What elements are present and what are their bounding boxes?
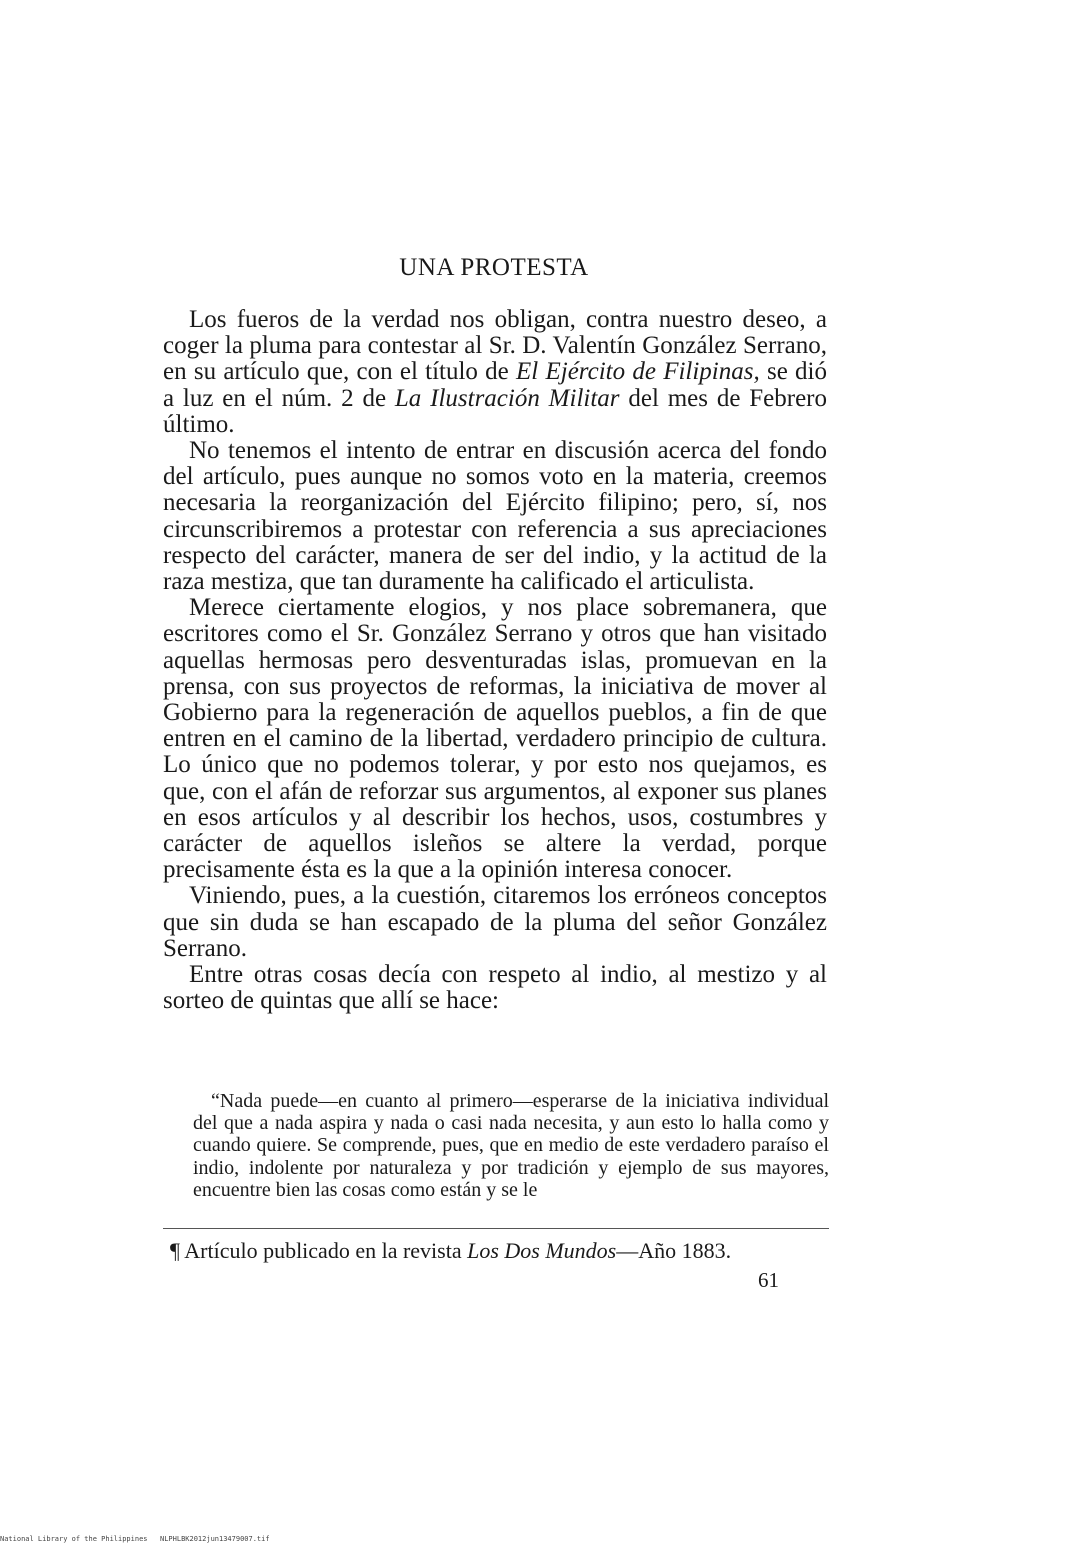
footnote-journal-title: Los Dos Mundos — [467, 1238, 617, 1263]
page-number: 61 — [758, 1268, 779, 1292]
paragraph-1-title-ilustracion: La Ilustración Militar — [394, 384, 620, 412]
scan-footer-library: National Library of the Philippines — [0, 1535, 148, 1543]
page-title: UNA PROTESTA — [399, 254, 589, 281]
footnote-mark: ¶ — [170, 1238, 180, 1263]
paragraph-4: Viniendo, pues, a la cuestión, citaremos los erróneos conceptos que sin duda se han escapado de la pluma del señor González Serrano. — [163, 882, 827, 962]
block-quote: “Nada puede—en cuanto al primero—esperarse de la iniciativa individual del que a nada aspira y nada o casi nada necesita, y aun esto lo halla como y cuando quiere. Se comprende, pues, que en medio de este verdadero paraíso el indio, indolente por naturaleza y por tradición y ejemplo de sus mayores, encuentre bien las cosas como están y se le — [193, 1090, 829, 1201]
paragraph-1-title-ejercito: El Ejército de Filipinas, — [516, 358, 760, 386]
paragraph-5: Entre otras cosas decía con respeto al indio, al mestizo y al sorteo de quintas que allí se hace: — [163, 961, 827, 1015]
footnote-text-c: —Año 1883. — [616, 1238, 732, 1263]
paragraph-3: Merece ciertamente elogios, y nos place sobremanera, que escritores como el Sr. González Serrano y otros que han visitado aquellas hermosas pero desventuradas islas, promuevan en la prensa, con sus proyectos de reformas, la iniciativa de mover al Gobierno para la regeneración de aquellos pueblos, a fin de que entren en el camino de la libertad, verdadero principio de cultura. Lo único que no podemos tolerar, y por esto nos quejamos, es que, con el afán de reforzar sus argumentos, al exponer sus planes en esos artículos y al describir los hechos, usos, costumbres y carácter de aquellos isleños se altere la verdad, porque precisamente ésta es la que a la opinión interesa conocer. — [163, 594, 827, 884]
paragraph-1-text-a: Los fueros de la verdad nos obligan, contra nuestro deseo, a coger la pluma para contestar al Sr. D. Valentín González Serrano, en su artículo que, con el título de — [163, 306, 827, 386]
paragraph-2: No tenemos el intento de entrar en discusión acerca del fondo del artículo, pues aunque no somos voto en la materia, creemos necesaria la reorganización del Ejército filipino; pero, sí, nos circunscribiremos a protestar con referencia a sus apreciaciones respecto del carácter, manera de ser del indio, y la actitud de la raza mestiza, que tan duramente ha calificado el articulista. — [163, 437, 827, 596]
paragraph-1-text-e: del mes de Febrero último. — [163, 384, 827, 438]
footnote-divider — [163, 1228, 829, 1229]
footnote-text-a: Artículo publicado en la revista — [179, 1238, 468, 1263]
scan-footer — [0, 1535, 270, 1543]
paragraph-1 — [163, 307, 827, 438]
scan-footer-filename: NLPHLBK2012jun13479007.tif — [160, 1535, 270, 1543]
paragraph-1-text-c: se dió a luz en el núm. 2 de — [163, 358, 828, 412]
article-body — [163, 307, 827, 1014]
footnote — [170, 1238, 830, 1264]
